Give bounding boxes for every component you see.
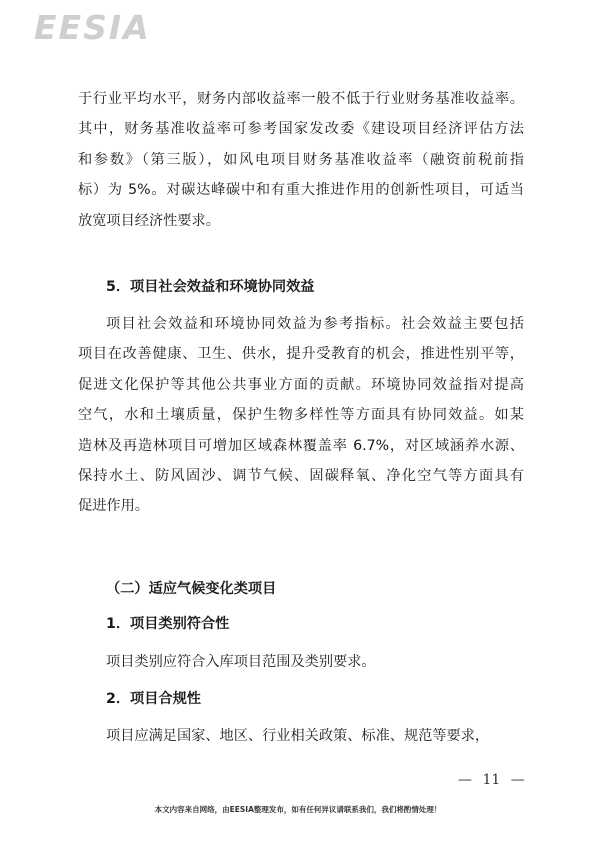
text-line: 于行业平均水平，财务内部收益率一般不低于行业财务基准收益率。 [78,91,524,107]
heading-social-environmental-benefits: 5．项目社会效益和环境协同效益 [106,279,315,295]
text-line: 项目在改善健康、卫生、供水，提升受教育的机会，推进性别平等， [78,346,524,363]
page-number: — 11 — [458,772,525,788]
text-line: 放宽项目经济性要求。 [78,212,220,229]
text-line: 促进文化保护等其他公共事业方面的贡献。环境协同效益指对提高 [78,376,524,393]
paragraph-social-environmental-benefits [78,309,524,522]
text-line: 空气，水和土壤质量，保护生物多样性等方面具有协同效益。如某 [78,407,524,424]
paragraph-economic-returns [78,84,524,236]
heading-category-conformity: 1．项目类别符合性 [106,616,230,632]
section-heading-climate-adaptation: （二）适应气候变化类项目 [106,581,277,597]
text-line: 项目社会效益和环境协同效益为参考指标。社会效益主要包括 [106,316,524,332]
heading-compliance: 2．项目合规性 [106,691,201,707]
text-line: 促进作用。 [78,498,149,515]
paragraph-category-conformity: 项目类别应符合入库项目范围及类别要求。 [106,654,376,670]
text-line: 标）为 5%。对碳达峰碳中和有重大推进作用的创新性项目，可适当 [78,182,524,199]
paragraph-compliance: 项目应满足国家、地区、行业相关政策、标准、规范等要求， [106,728,490,744]
text-line: 和参数》（第三版），如风电项目财务基准收益率（融资前税前指 [78,151,524,168]
text-line: 造林及再造林项目可增加区域森林覆盖率 6.7%，对区域涵养水源、 [78,437,524,454]
eesia-logo: EESIA [34,8,151,47]
footer-disclaimer: 本文内容来自网络，由EESIA整理发布，如有任何异议请联系我们，我们将酌情处理！ [154,805,442,814]
text-line: 其中，财务基准收益率可参考国家发改委《建设项目经济评估方法 [78,121,524,138]
text-line: 保持水土、防风固沙、调节气候、固碳释氧、净化空气等方面具有 [78,468,524,485]
